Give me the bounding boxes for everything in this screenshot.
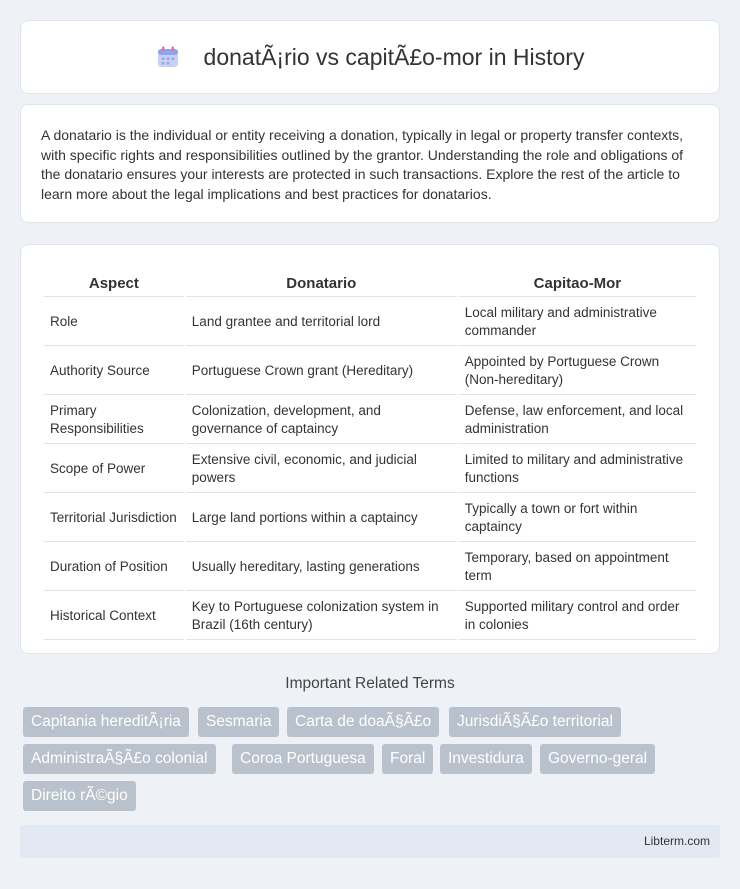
related-tag[interactable]: Carta de doaÃ§Ã£o bbox=[287, 707, 439, 737]
cell-donatario: Usually hereditary, lasting generations bbox=[186, 544, 457, 591]
cell-donatario: Land grantee and territorial lord bbox=[186, 299, 457, 346]
intro-card bbox=[20, 104, 720, 223]
calendar-icon bbox=[156, 45, 180, 69]
table-row bbox=[44, 397, 696, 444]
cell-aspect: Role bbox=[44, 299, 184, 346]
page-title: donatÃ¡rio vs capitÃ£o-mor in History bbox=[203, 43, 585, 70]
header-aspect: Aspect bbox=[44, 267, 184, 297]
related-tag[interactable]: AdministraÃ§Ã£o colonial bbox=[23, 744, 216, 774]
cell-aspect: Historical Context bbox=[44, 593, 184, 640]
header-card bbox=[20, 20, 720, 94]
header-capitao-mor: Capitao-Mor bbox=[459, 267, 696, 297]
cell-aspect: Primary Responsibilities bbox=[44, 397, 184, 444]
cell-capitao-mor: Appointed by Portuguese Crown (Non-hereditary) bbox=[459, 348, 696, 395]
table-row bbox=[44, 593, 696, 640]
related-tag[interactable]: JurisdiÃ§Ã£o territorial bbox=[449, 707, 621, 737]
intro-text: A donatario is the individual or entity receiving a donation, typically in legal or property transfer contexts, with specific rights and responsibilities outlined by the grantor. Understanding the role and obligations of the donatario ensures your interests are protected in such transactions. Explore the rest of the article to learn more about the legal implications and best practices for donatarios. bbox=[41, 127, 684, 202]
related-tag[interactable]: Capitania hereditÃ¡ria bbox=[23, 707, 189, 737]
related-tag[interactable]: Coroa Portuguesa bbox=[232, 744, 374, 774]
table-row bbox=[44, 299, 696, 346]
related-terms-title: Important Related Terms bbox=[285, 675, 455, 692]
cell-capitao-mor: Local military and administrative commander bbox=[459, 299, 696, 346]
cell-aspect: Authority Source bbox=[44, 348, 184, 395]
related-tag[interactable]: Governo-geral bbox=[540, 744, 655, 774]
cell-aspect: Territorial Jurisdiction bbox=[44, 495, 184, 542]
cell-aspect: Scope of Power bbox=[44, 446, 184, 493]
table-row bbox=[44, 495, 696, 542]
cell-donatario: Colonization, development, and governance of captaincy bbox=[186, 397, 457, 444]
cell-capitao-mor: Typically a town or fort within captaincy bbox=[459, 495, 696, 542]
footer bbox=[20, 825, 720, 858]
footer-brand[interactable]: Libterm.com bbox=[643, 834, 710, 848]
comparison-table bbox=[42, 265, 698, 642]
cell-donatario: Key to Portuguese colonization system in Brazil (16th century) bbox=[186, 593, 457, 640]
cell-capitao-mor: Temporary, based on appointment term bbox=[459, 544, 696, 591]
cell-capitao-mor: Supported military control and order in colonies bbox=[459, 593, 696, 640]
cell-donatario: Extensive civil, economic, and judicial powers bbox=[186, 446, 457, 493]
table-header-row bbox=[44, 267, 696, 297]
table-row bbox=[44, 348, 696, 395]
comparison-table-card bbox=[20, 244, 720, 654]
related-tag[interactable]: Direito rÃ©gio bbox=[23, 781, 136, 811]
cell-donatario: Large land portions within a captaincy bbox=[186, 495, 457, 542]
related-tag[interactable]: Sesmaria bbox=[198, 707, 279, 737]
related-tag[interactable]: Foral bbox=[382, 744, 433, 774]
cell-capitao-mor: Defense, law enforcement, and local administration bbox=[459, 397, 696, 444]
table-row bbox=[44, 446, 696, 493]
cell-capitao-mor: Limited to military and administrative functions bbox=[459, 446, 696, 493]
related-tag[interactable]: Investidura bbox=[440, 744, 532, 774]
cell-donatario: Portuguese Crown grant (Hereditary) bbox=[186, 348, 457, 395]
table-row bbox=[44, 544, 696, 591]
header-donatario: Donatario bbox=[186, 267, 457, 297]
cell-aspect: Duration of Position bbox=[44, 544, 184, 591]
